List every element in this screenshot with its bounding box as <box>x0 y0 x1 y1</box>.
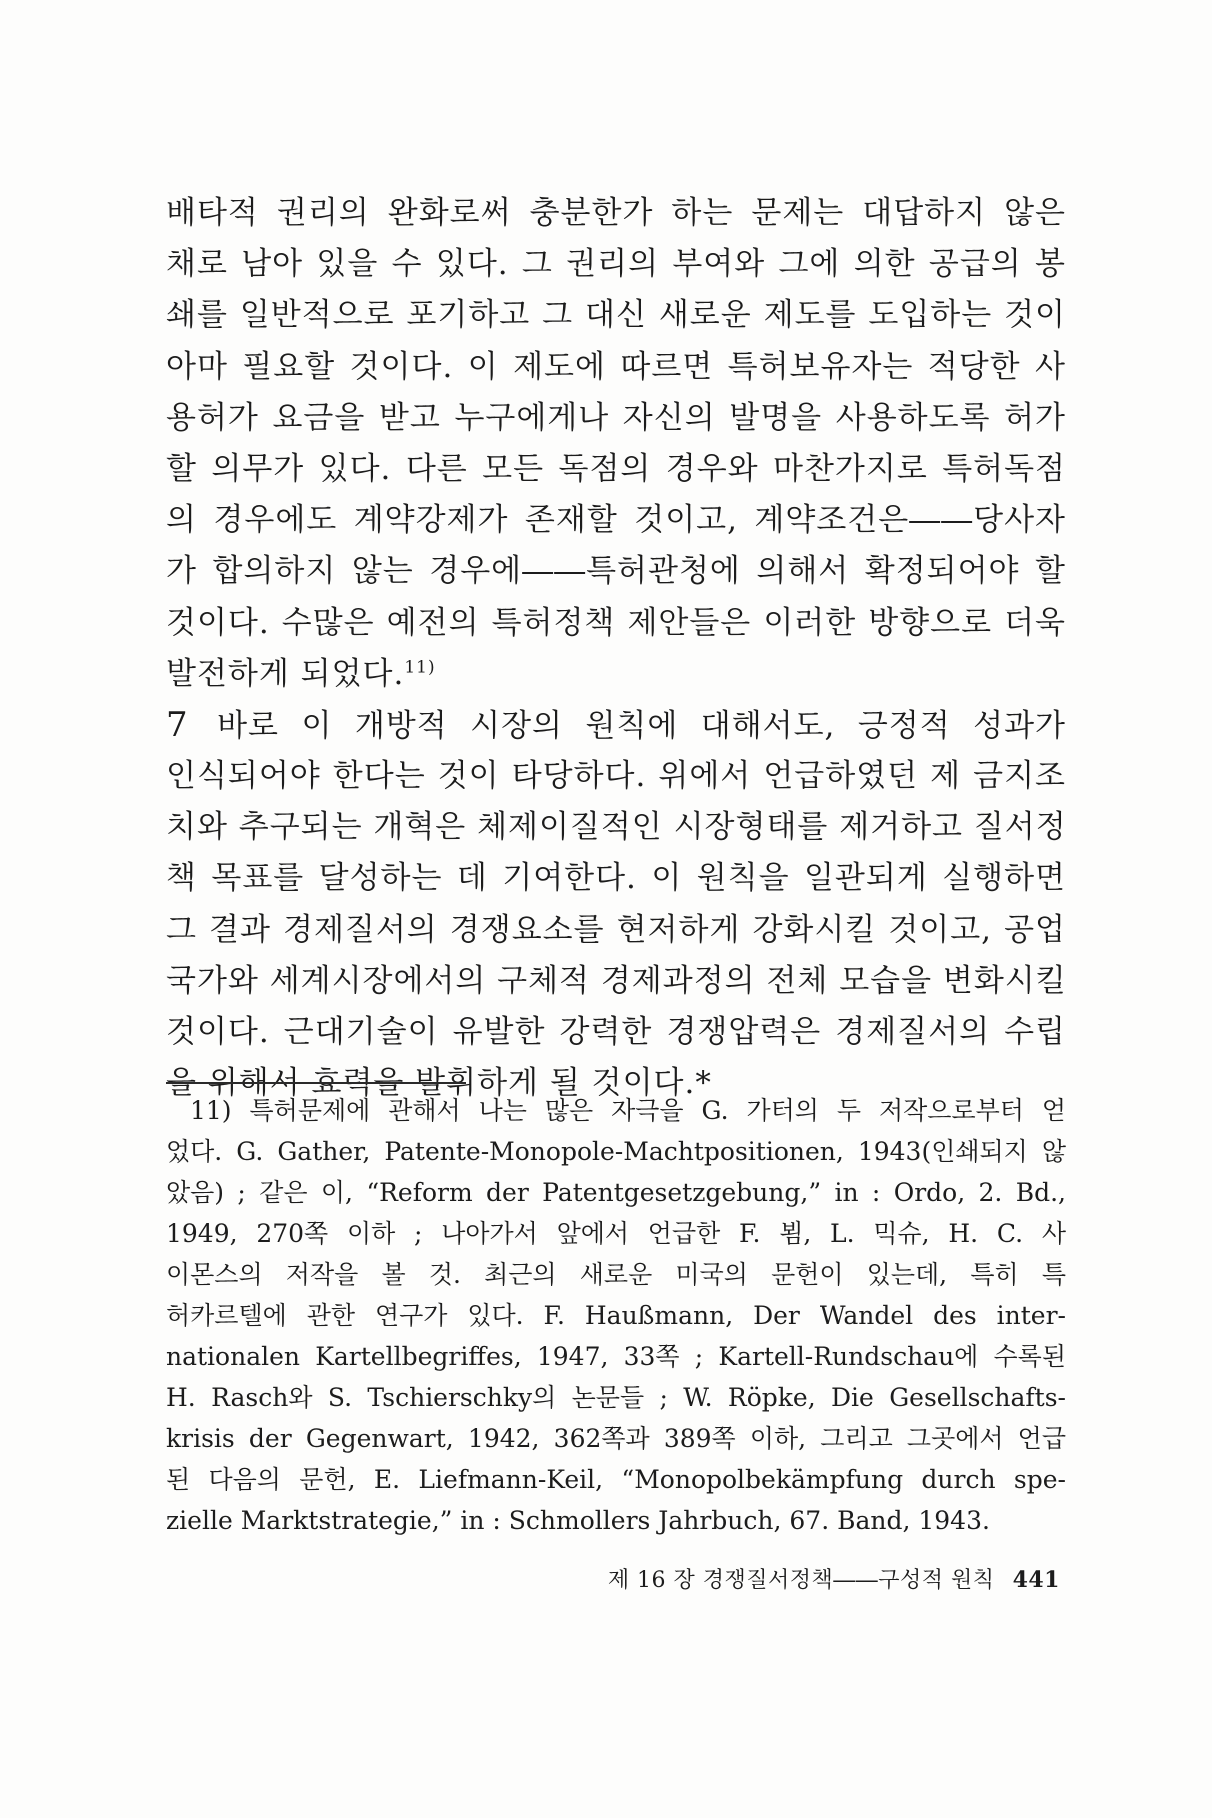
footnote-line: 이몬스의 저작을 볼 것. 최근의 새로운 미국의 문헌이 있는데, 특히 특 <box>166 1260 1066 1289</box>
text-line: 배타적 권리의 완화로써 충분한가 하는 문제는 대답하지 않은 <box>166 195 1066 231</box>
text-line: 그 결과 경제질서의 경쟁요소를 현저하게 강화시킬 것이고, 공업 <box>166 911 1066 948</box>
main-text <box>166 188 1066 1109</box>
text-line: 것이다. 근대기술이 유발한 강력한 경쟁압력은 경제질서의 수립 <box>166 1014 1066 1050</box>
footnote-reference[interactable]: 11) <box>404 657 436 678</box>
footnote-line: zielle Marktstrategie,” in : Schmollers Jahrbuch, 67. Band, 1943. <box>166 1506 990 1535</box>
footnote-line: 1949, 270쪽 이하 ; 나아가서 앞에서 언급한 F. 뵘, L. 믹슈, H. C. 사 <box>166 1219 1066 1248</box>
footnote-line: 된 다음의 문헌, E. Liefmann-Keil, “Monopolbekämpfung durch spe- <box>166 1465 1066 1494</box>
running-footer <box>500 1565 1060 1596</box>
footnote-line: 었다. G. Gather, Patente-Monopole-Machtpositionen, 1943(인쇄되지 않 <box>166 1137 1066 1166</box>
text-line: 쇄를 일반적으로 포기하고 그 대신 새로운 제도를 도입하는 것이 <box>166 297 1066 334</box>
text-line: 가 합의하지 않는 경우에――특허관청에 의해서 확정되어야 할 <box>166 553 1066 590</box>
running-title: 제 16 장 경쟁질서정책――구성적 원칙 <box>607 1568 995 1593</box>
footnotes <box>166 1090 1066 1541</box>
footnote-divider <box>166 1082 466 1084</box>
text-line: 아마 필요할 것이다. 이 제도에 따르면 특허보유자는 적당한 사 <box>166 348 1066 385</box>
text-segment: 발전하게 되었다. <box>166 655 405 692</box>
text-line: 국가와 세계시장에서의 구체적 경제과정의 전체 모습을 변화시킬 <box>166 962 1067 999</box>
page-number: 441 <box>1012 1567 1060 1593</box>
text-line: 채로 남아 있을 수 있다. 그 권리의 부여와 그에 의한 공급의 봉 <box>166 246 1066 283</box>
text-line: 인식되어야 한다는 것이 타당하다. 위에서 언급하였던 제 금지조 <box>166 758 1066 795</box>
text-segment: 바로 이 개방적 시장의 원칙에 대해서도, 긍정적 성과가 <box>217 707 1066 744</box>
text-line <box>166 649 1066 700</box>
text-line: 것이다. 수많은 예전의 특허정책 제안들은 이러한 방향으로 더욱 <box>166 604 1066 641</box>
footnote-line: H. Rasch와 S. Tschierschky의 논문들 ; W. Röpke, Die Gesellschafts- <box>166 1383 1066 1412</box>
text-line: 할 의무가 있다. 다른 모든 독점의 경우와 마찬가지로 특허독점 <box>166 450 1066 487</box>
footnote-line: 11) 특허문제에 관해서 나는 많은 자극을 G. 가터의 두 저작으로부터 얻 <box>190 1096 1066 1125</box>
text-line: 을 위해서 효력을 발휘하게 될 것이다.* <box>166 1065 712 1102</box>
paragraph-7-first-line <box>166 700 1066 751</box>
text-line: 용허가 요금을 받고 누구에게나 자신의 발명을 사용하도록 허가 <box>166 399 1066 436</box>
footnote-line: nationalen Kartellbegriffes, 1947, 33쪽 ; Kartell-Rundschau에 수록된 <box>166 1342 1066 1371</box>
footnote-line: krisis der Gegenwart, 1942, 362쪽과 389쪽 이하, 그리고 그곳에서 언급 <box>166 1424 1066 1453</box>
footnote-line: 았음) ; 같은 이, “Reform der Patentgesetzgebung,” in : Ordo, 2. Bd., <box>166 1178 1066 1207</box>
text-line: 책 목표를 달성하는 데 기여한다. 이 원칙을 일관되게 실행하면 <box>166 860 1066 897</box>
footnote-line: 허카르텔에 관한 연구가 있다. F. Haußmann, Der Wandel des inter- <box>166 1301 1066 1330</box>
paragraph-number: 7 <box>166 704 189 745</box>
text-line: 의 경우에도 계약강제가 존재할 것이고, 계약조건은――당사자 <box>166 502 1066 539</box>
text-line: 치와 추구되는 개혁은 체제이질적인 시장형태를 제거하고 질서정 <box>166 809 1067 846</box>
